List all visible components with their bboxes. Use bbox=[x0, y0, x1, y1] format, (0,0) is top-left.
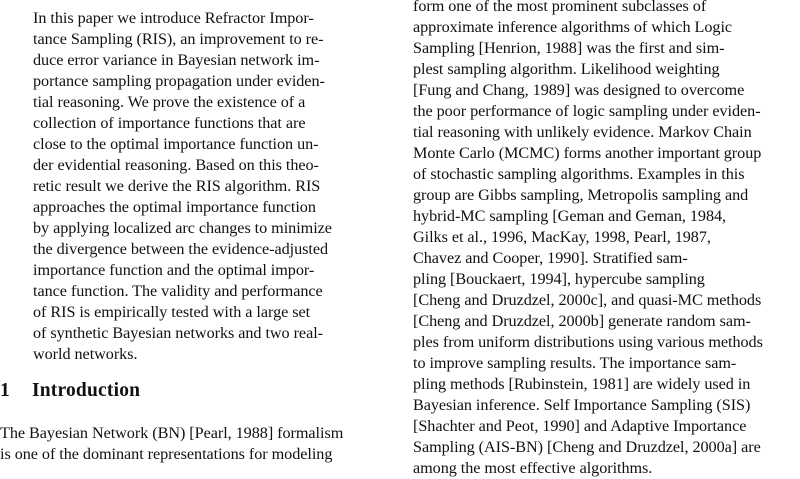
abstract-line: world networks. bbox=[33, 345, 138, 363]
body-line: form one of the most prominent subclasses of bbox=[413, 0, 707, 15]
body-line: pling [Bouckaert, 1994], hypercube sampling bbox=[413, 270, 705, 288]
section-heading bbox=[0, 380, 140, 402]
abstract-line: of synthetic Bayesian networks and two real- bbox=[33, 324, 323, 342]
abstract-line: tial reasoning. We prove the existence of a bbox=[33, 93, 306, 111]
body-line: Monte Carlo (MCMC) forms another important group bbox=[413, 144, 762, 162]
abstract-line: importance function and the optimal impor- bbox=[33, 261, 315, 279]
abstract-line: retic result we derive the RIS algorithm. RIS bbox=[33, 177, 321, 195]
section-title: Introduction bbox=[31, 380, 141, 401]
section-number: 1 bbox=[0, 380, 10, 401]
body-line: Bayesian inference. Self Importance Sampling (SIS) bbox=[413, 396, 751, 414]
intro-line: The Bayesian Network (BN) [Pearl, 1988] formalism bbox=[0, 424, 344, 442]
body-line: tial reasoning with unlikely evidence. Markov Chain bbox=[413, 123, 752, 141]
body-line: Sampling [Henrion, 1988] was the first and sim- bbox=[413, 39, 725, 57]
body-line: to improve sampling results. The importance sam- bbox=[413, 354, 737, 372]
abstract-line: tance function. The validity and performance bbox=[33, 282, 323, 300]
body-line: Chavez and Cooper, 1990]. Stratified sam- bbox=[413, 249, 688, 267]
body-line: ples from uniform distributions using various methods bbox=[413, 333, 763, 351]
body-line: Sampling (AIS-BN) [Cheng and Druzdzel, 2000a] are bbox=[413, 438, 761, 456]
abstract-line: close to the optimal importance function un- bbox=[33, 135, 319, 153]
body-line: plest sampling algorithm. Likelihood weighting bbox=[413, 60, 720, 78]
body-line: among the most effective algorithms. bbox=[413, 459, 653, 477]
abstract-line: by applying localized arc changes to minimize bbox=[33, 219, 332, 237]
abstract-line: In this paper we introduce Refractor Impor- bbox=[33, 9, 314, 27]
body-line: pling methods [Rubinstein, 1981] are widely used in bbox=[413, 375, 751, 393]
body-line: the poor performance of logic sampling under eviden- bbox=[413, 102, 761, 120]
body-line: [Shachter and Peot, 1990] and Adaptive Importance bbox=[413, 417, 747, 435]
body-line: group are Gibbs sampling, Metropolis sampling and bbox=[413, 186, 749, 204]
abstract-line: approaches the optimal importance function bbox=[33, 198, 316, 216]
abstract-line: portance sampling propagation under eviden- bbox=[33, 72, 325, 90]
abstract-line: tance Sampling (RIS), an improvement to re- bbox=[33, 30, 324, 48]
abstract-line: of RIS is empirically tested with a large set bbox=[33, 303, 311, 321]
body-line: [Fung and Chang, 1989] was designed to overcome bbox=[413, 81, 745, 99]
body-line: [Cheng and Druzdzel, 2000b] generate random sam- bbox=[413, 312, 751, 330]
body-line: approximate inference algorithms of which Logic bbox=[413, 18, 733, 36]
body-line: Gilks et al., 1996, MacKay, 1998, Pearl, 1987, bbox=[413, 228, 711, 246]
body-line: hybrid-MC sampling [Geman and Geman, 1984, bbox=[413, 207, 727, 225]
abstract-line: the divergence between the evidence-adjusted bbox=[33, 240, 329, 258]
abstract-line: collection of importance functions that are bbox=[33, 114, 306, 132]
body-line: of stochastic sampling algorithms. Examples in this bbox=[413, 165, 745, 183]
abstract-line: der evidential reasoning. Based on this theo- bbox=[33, 156, 319, 174]
body-line: [Cheng and Druzdzel, 2000c], and quasi-MC methods bbox=[413, 291, 762, 309]
abstract-line: duce error variance in Bayesian network im- bbox=[33, 51, 320, 69]
intro-line: is one of the dominant representations for modeling bbox=[0, 445, 333, 463]
